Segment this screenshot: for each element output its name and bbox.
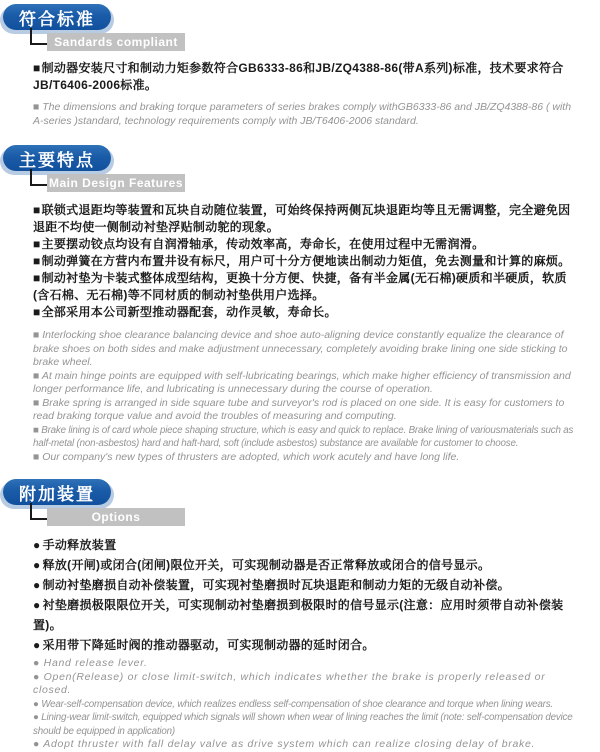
section-title-cn: 主要特点 <box>19 150 95 170</box>
en-bullet-item: ■ Our company's new types of thrusters are adopted, which work acutely and have long life. <box>33 451 578 465</box>
en-bullet-item: ● Hand release lever. <box>33 657 578 671</box>
cn-bullet-item: ■ 制动器安装尺寸和制动力矩参数符合GB6333-86和JB/ZQ4388-86(带A系列)标准，技术要求符合JB/T6406-2006标准。 <box>33 60 578 94</box>
english-text-block <box>33 657 578 752</box>
cn-bullet-item: ■ 全部采用本公司新型推动器配套，动作灵敏，寿命长。 <box>33 304 578 321</box>
cn-bullet-item: ● 衬垫磨损极限限位开关，可实现制动衬垫磨损到极限时的信号显示(注意：应用时须带自动补偿装置)。 <box>33 595 578 635</box>
cn-bullet-item: ■ 联锁式退距均等装置和瓦块自动随位装置，可始终保持两侧瓦块退距均等且无需调整，完全避免因退距不均使一侧制动衬垫浮贴制动鸵的现象。 <box>33 202 578 236</box>
section-main-features-header <box>0 145 600 192</box>
section-title-cn: 符合标准 <box>19 9 95 29</box>
cn-bullet-item: ■ 制动衬垫为卡装式整体成型结构，更换十分方便、快捷，备有半金属(无石棉)硬质和半硬质，软质(含石棉、无石棉)等不同材质的制动衬垫供用户选择。 <box>33 270 578 304</box>
section-standards-header <box>0 4 600 51</box>
cn-bullet-item: ● 手动释放装置 <box>33 535 578 555</box>
section-subtitle-bar <box>47 174 185 192</box>
section-main-features-body <box>0 202 600 464</box>
section-title-en: Main Design Features <box>48 176 184 190</box>
section-options <box>0 479 600 752</box>
connector-line <box>30 503 48 520</box>
section-options-header <box>0 479 600 526</box>
en-bullet-item: ■ Brake lining is of card whole piece shaping structure, which is easy and quick to replace. Brake lining of variousmaterials such as half-metal (non-asbestos) hard and haft-hard, soft (include asbestos) substance are available for customer to choose. <box>33 424 578 451</box>
english-text-block <box>33 329 578 464</box>
section-main-features <box>0 145 600 464</box>
cn-bullet-item: ■ 主要摆动铰点均设有自润滑轴承，传动效率高，寿命长，在使用过程中无需润滑。 <box>33 236 578 253</box>
section-options-body <box>0 535 600 752</box>
cn-bullet-item: ● 制动衬垫磨损自动补偿装置，可实现衬垫磨损时瓦块退距和制动力矩的无级自动补偿。 <box>33 575 578 595</box>
en-bullet-item: ■ At main hinge points are equipped with self-lubricating bearings, which make higher efficiency of transmission and longer performance life, and lubricating is unnecessary during the course of operation. <box>33 370 578 397</box>
english-text-block <box>33 101 578 128</box>
en-bullet-item: ● Lining-wear limit-switch, equipped which signals will shown when wear of lining reaches the limit (note: self-compensation device should be equipped in application) <box>33 711 578 738</box>
cn-bullet-item: ■ 制动弹簧在方营内布置井设有标尺，用户可十分方便地读出制动力矩值，免去测量和计算的麻烦。 <box>33 253 578 270</box>
connector-line <box>30 169 48 186</box>
en-bullet-item: ● Wear-self-compensation device, which realizes endless self-compensation of shoe clearance and torque when lining wears. <box>33 698 578 712</box>
section-subtitle-bar <box>47 508 185 526</box>
connector-line <box>30 28 48 45</box>
section-title-en: Options <box>91 510 141 524</box>
cn-bullet-item: ● 采用带下降延时阀的推动器驱动，可实现制动器的延时闭合。 <box>33 635 578 655</box>
section-standards <box>0 0 600 128</box>
en-bullet-item: ■ Brake spring is arranged in side square tube and surveyor's rod is placed on one side. It is easy for customers to read braking torque value and avoid the troubles of measuring and computing. <box>33 397 578 424</box>
section-title-en: Sandards compliant <box>54 35 178 49</box>
en-bullet-item: ● Open(Release) or close limit-switch, which indicates whether the brake is properly released or closed. <box>33 671 578 698</box>
section-title-pill <box>3 479 111 505</box>
section-title-pill <box>3 4 111 30</box>
en-bullet-item: ■ The dimensions and braking torque parameters of series brakes comply withGB6333-86 and JB/ZQ4388-86 ( with A-series )standard, technology requirements comply with JB/T6406-2006 standard. <box>33 101 578 128</box>
section-subtitle-bar <box>47 33 185 51</box>
section-standards-body <box>0 60 600 128</box>
section-title-pill <box>3 145 111 171</box>
section-title-cn: 附加装置 <box>19 484 95 504</box>
cn-bullet-item: ● 释放(开闸)或闭合(闭闸)限位开关，可实现制动器是否正常释放或闭合的信号显示。 <box>33 555 578 575</box>
en-bullet-item: ● Adopt thruster with fall delay valve as drive system which can realize closing delay of brake. <box>33 738 578 752</box>
en-bullet-item: ■ Interlocking shoe clearance balancing device and shoe auto-aligning device constantly equalize the clearance of brake shoes on both sides and make adjustment unnecessary, completely avoiding brake lining one side sticking to brake wheel. <box>33 329 578 370</box>
